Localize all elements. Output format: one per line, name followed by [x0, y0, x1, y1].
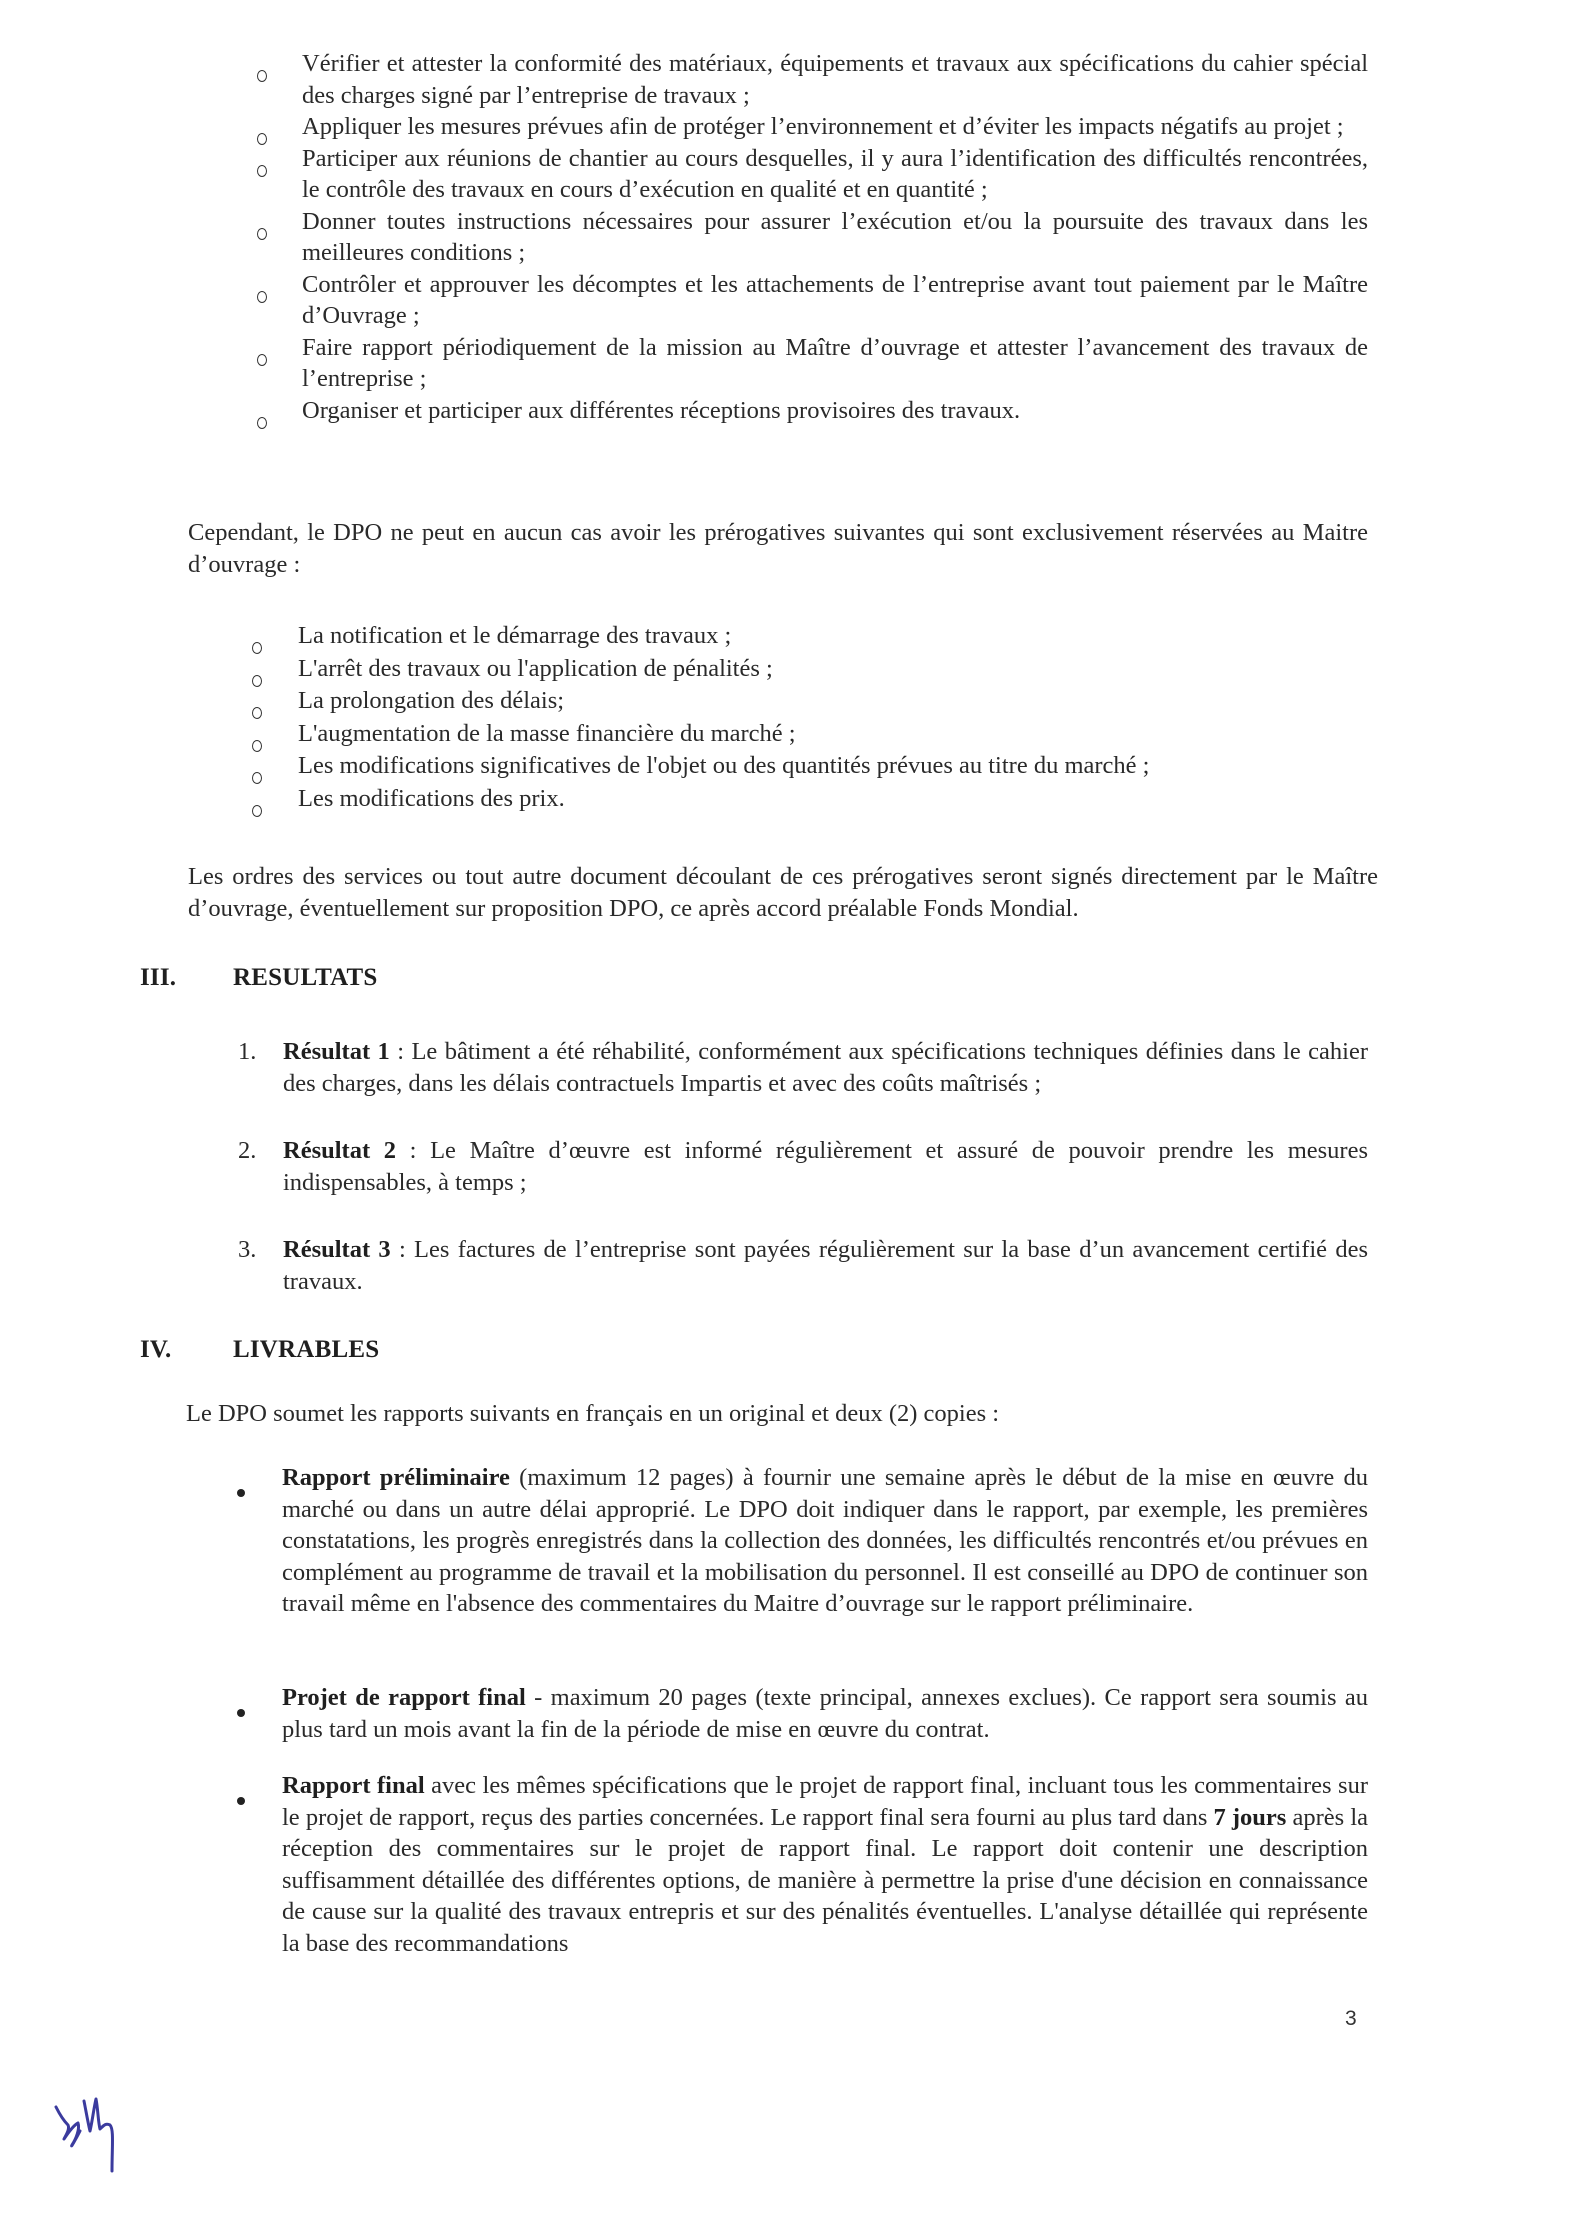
list-item [255, 48, 1368, 111]
list-item [255, 143, 1368, 206]
result-text: : Les factures de l’entreprise sont payées régulièrement sur la base d’un avancement certifié des travaux. [283, 1236, 1368, 1295]
list-item-text: Vérifier et attester la conformité des matériaux, équipements et travaux aux spécifications du cahier spécial des charges signé par l’entreprise de travaux ; [302, 50, 1368, 109]
restrictions-list [250, 620, 1350, 815]
signature-stroke [56, 2107, 80, 2146]
result-number: 1. [238, 1038, 257, 1065]
section-title: RESULTATS [233, 964, 378, 991]
list-item-text: La notification et le démarrage des travaux ; [298, 622, 732, 649]
orders-paragraph: Les ordres des services ou tout autre document découlant de ces prérogatives seront signés directement par le Maître d’ouvrage, éventuellement sur proposition DPO, ce après accord préalable Fonds Mondial. [188, 863, 1378, 922]
list-item-text: Contrôler et approuver les décomptes et les attachements de l’entreprise avant tout paiement par le Maître d’Ouvrage ; [302, 270, 1368, 329]
bullet-icon [237, 1709, 245, 1717]
list-item-text: L'arrêt des travaux ou l'application de pénalités ; [298, 654, 773, 682]
bullet-icon [237, 1797, 245, 1805]
list-item-text: Faire rapport périodiquement de la mission au Maître d’ouvrage et attester l’avancement des travaux de l’entreprise ; [302, 333, 1368, 392]
result-number: 3. [238, 1236, 257, 1263]
result-number: 2. [238, 1137, 257, 1164]
list-item [255, 269, 1368, 332]
page-number: 3 [1345, 2007, 1357, 2030]
result-label: Résultat 2 [283, 1137, 396, 1164]
deliverable-deadline: 7 jours [1213, 1803, 1287, 1831]
result-item [238, 1036, 1368, 1099]
deliverable-text: (maximum 12 pages) à fournir une semaine après le début de la mise en œuvre du marché ou dans un autre délai approprié. Le DPO doit indiquer dans le rapport, par exemple, les premières constatations, les progrès enregistrés dans la collection des données, les difficultés rencontrés et/ou prévues en complément au programme de travail et la mobilisation du personnel. Il est conseillé au DPO de continuer son travail même en l'absence des commentaires du Maitre d’ouvrage sur le rapport préliminaire. [282, 1464, 1368, 1617]
list-item-text: Donner toutes instructions nécessaires pour assurer l’exécution et/ou la poursuite des travaux dans les meilleures conditions ; [302, 207, 1368, 266]
signature-stroke [84, 2099, 113, 2171]
list-item-text: Organiser et participer aux différentes réceptions provisoires des travaux. [302, 396, 1021, 424]
bullet-icon [237, 1489, 245, 1497]
deliverable-label: Rapport final [282, 1772, 425, 1799]
list-item [255, 206, 1368, 269]
list-item [250, 685, 1350, 718]
section-title: LIVRABLES [233, 1336, 380, 1363]
result-item [238, 1234, 1368, 1297]
list-item-text: Appliquer les mesures prévues afin de protéger l’environnement et d’éviter les impacts négatifs au projet ; [302, 113, 1344, 140]
deliverable-item [237, 1770, 1368, 1959]
restrictions-intro: Cependant, le DPO ne peut en aucun cas avoir les prérogatives suivantes qui sont exclusivement réservées au Maitre d’ouvrage : [188, 519, 1368, 578]
list-item-text: Les modifications significatives de l'objet ou des quantités prévues au titre du marché ; [298, 752, 1150, 779]
result-text: : Le Maître d’œuvre est informé régulièrement et assuré de pouvoir prendre les mesures indispensables, à temps ; [283, 1137, 1368, 1196]
livrables-intro: Le DPO soumet les rapports suivants en français en un original et deux (2) copies : [186, 1400, 1000, 1427]
list-item [250, 750, 1350, 783]
circle-bullet-icon [257, 70, 267, 82]
circle-bullet-icon [257, 228, 267, 240]
deliverable-text: avec les mêmes spécifications que le projet de rapport final, incluant tous les commentaires sur le projet de rapport, reçus des parties concernées. Le rapport final sera fourni au plus tard dans [282, 1772, 1368, 1831]
list-item-text: Participer aux réunions de chantier au cours desquelles, il y aura l’identification des difficultés rencontrées, le contrôle des travaux en cours d’exécution en qualité et en quantité ; [302, 144, 1368, 203]
circle-bullet-icon [257, 354, 267, 366]
deliverable-item [237, 1462, 1368, 1620]
result-item [238, 1135, 1368, 1198]
circle-bullet-icon [252, 805, 262, 817]
list-item [255, 111, 1368, 143]
circle-bullet-icon [257, 165, 267, 177]
circle-bullet-icon [257, 291, 267, 303]
list-item [255, 332, 1368, 395]
circle-bullet-icon [257, 417, 267, 429]
section-number: III. [140, 964, 177, 991]
signature-initials [50, 2095, 145, 2180]
list-item-text: Les modifications des prix. [298, 784, 565, 812]
deliverable-text: après la réception des commentaires sur le projet de rapport final. Le rapport doit contenir une description suffisamment détaillée des différentes options, de manière à permettre la prise d'une décision en connaissance de cause sur la qualité des travaux entrepris et sur des pénalités éventuelles. L'analyse détaillée qui représente la base des recommandations [282, 1803, 1369, 1957]
list-item [250, 653, 1350, 686]
deliverable-item [237, 1682, 1368, 1745]
list-item [250, 783, 1350, 816]
deliverable-label: Projet de rapport final [282, 1684, 526, 1711]
list-item [250, 718, 1350, 751]
result-label: Résultat 1 [283, 1038, 390, 1065]
list-item-text: La prolongation des délais; [298, 687, 565, 714]
result-label: Résultat 3 [283, 1236, 391, 1263]
deliverable-text: - maximum 20 pages (texte principal, annexes exclues). Ce rapport sera soumis au plus tard un mois avant la fin de la période de mise en œuvre du contrat. [282, 1684, 1368, 1743]
list-item [255, 395, 1368, 427]
list-item [250, 620, 1350, 653]
list-item-text: L'augmentation de la masse financière du marché ; [298, 719, 796, 747]
result-text: : Le bâtiment a été réhabilité, conformément aux spécifications techniques définies dans le cahier des charges, dans les délais contractuels Impartis et avec des coûts maîtrisés ; [283, 1038, 1368, 1097]
mission-list [255, 48, 1368, 426]
section-number: IV. [140, 1336, 172, 1363]
deliverable-label: Rapport préliminaire [282, 1464, 510, 1491]
